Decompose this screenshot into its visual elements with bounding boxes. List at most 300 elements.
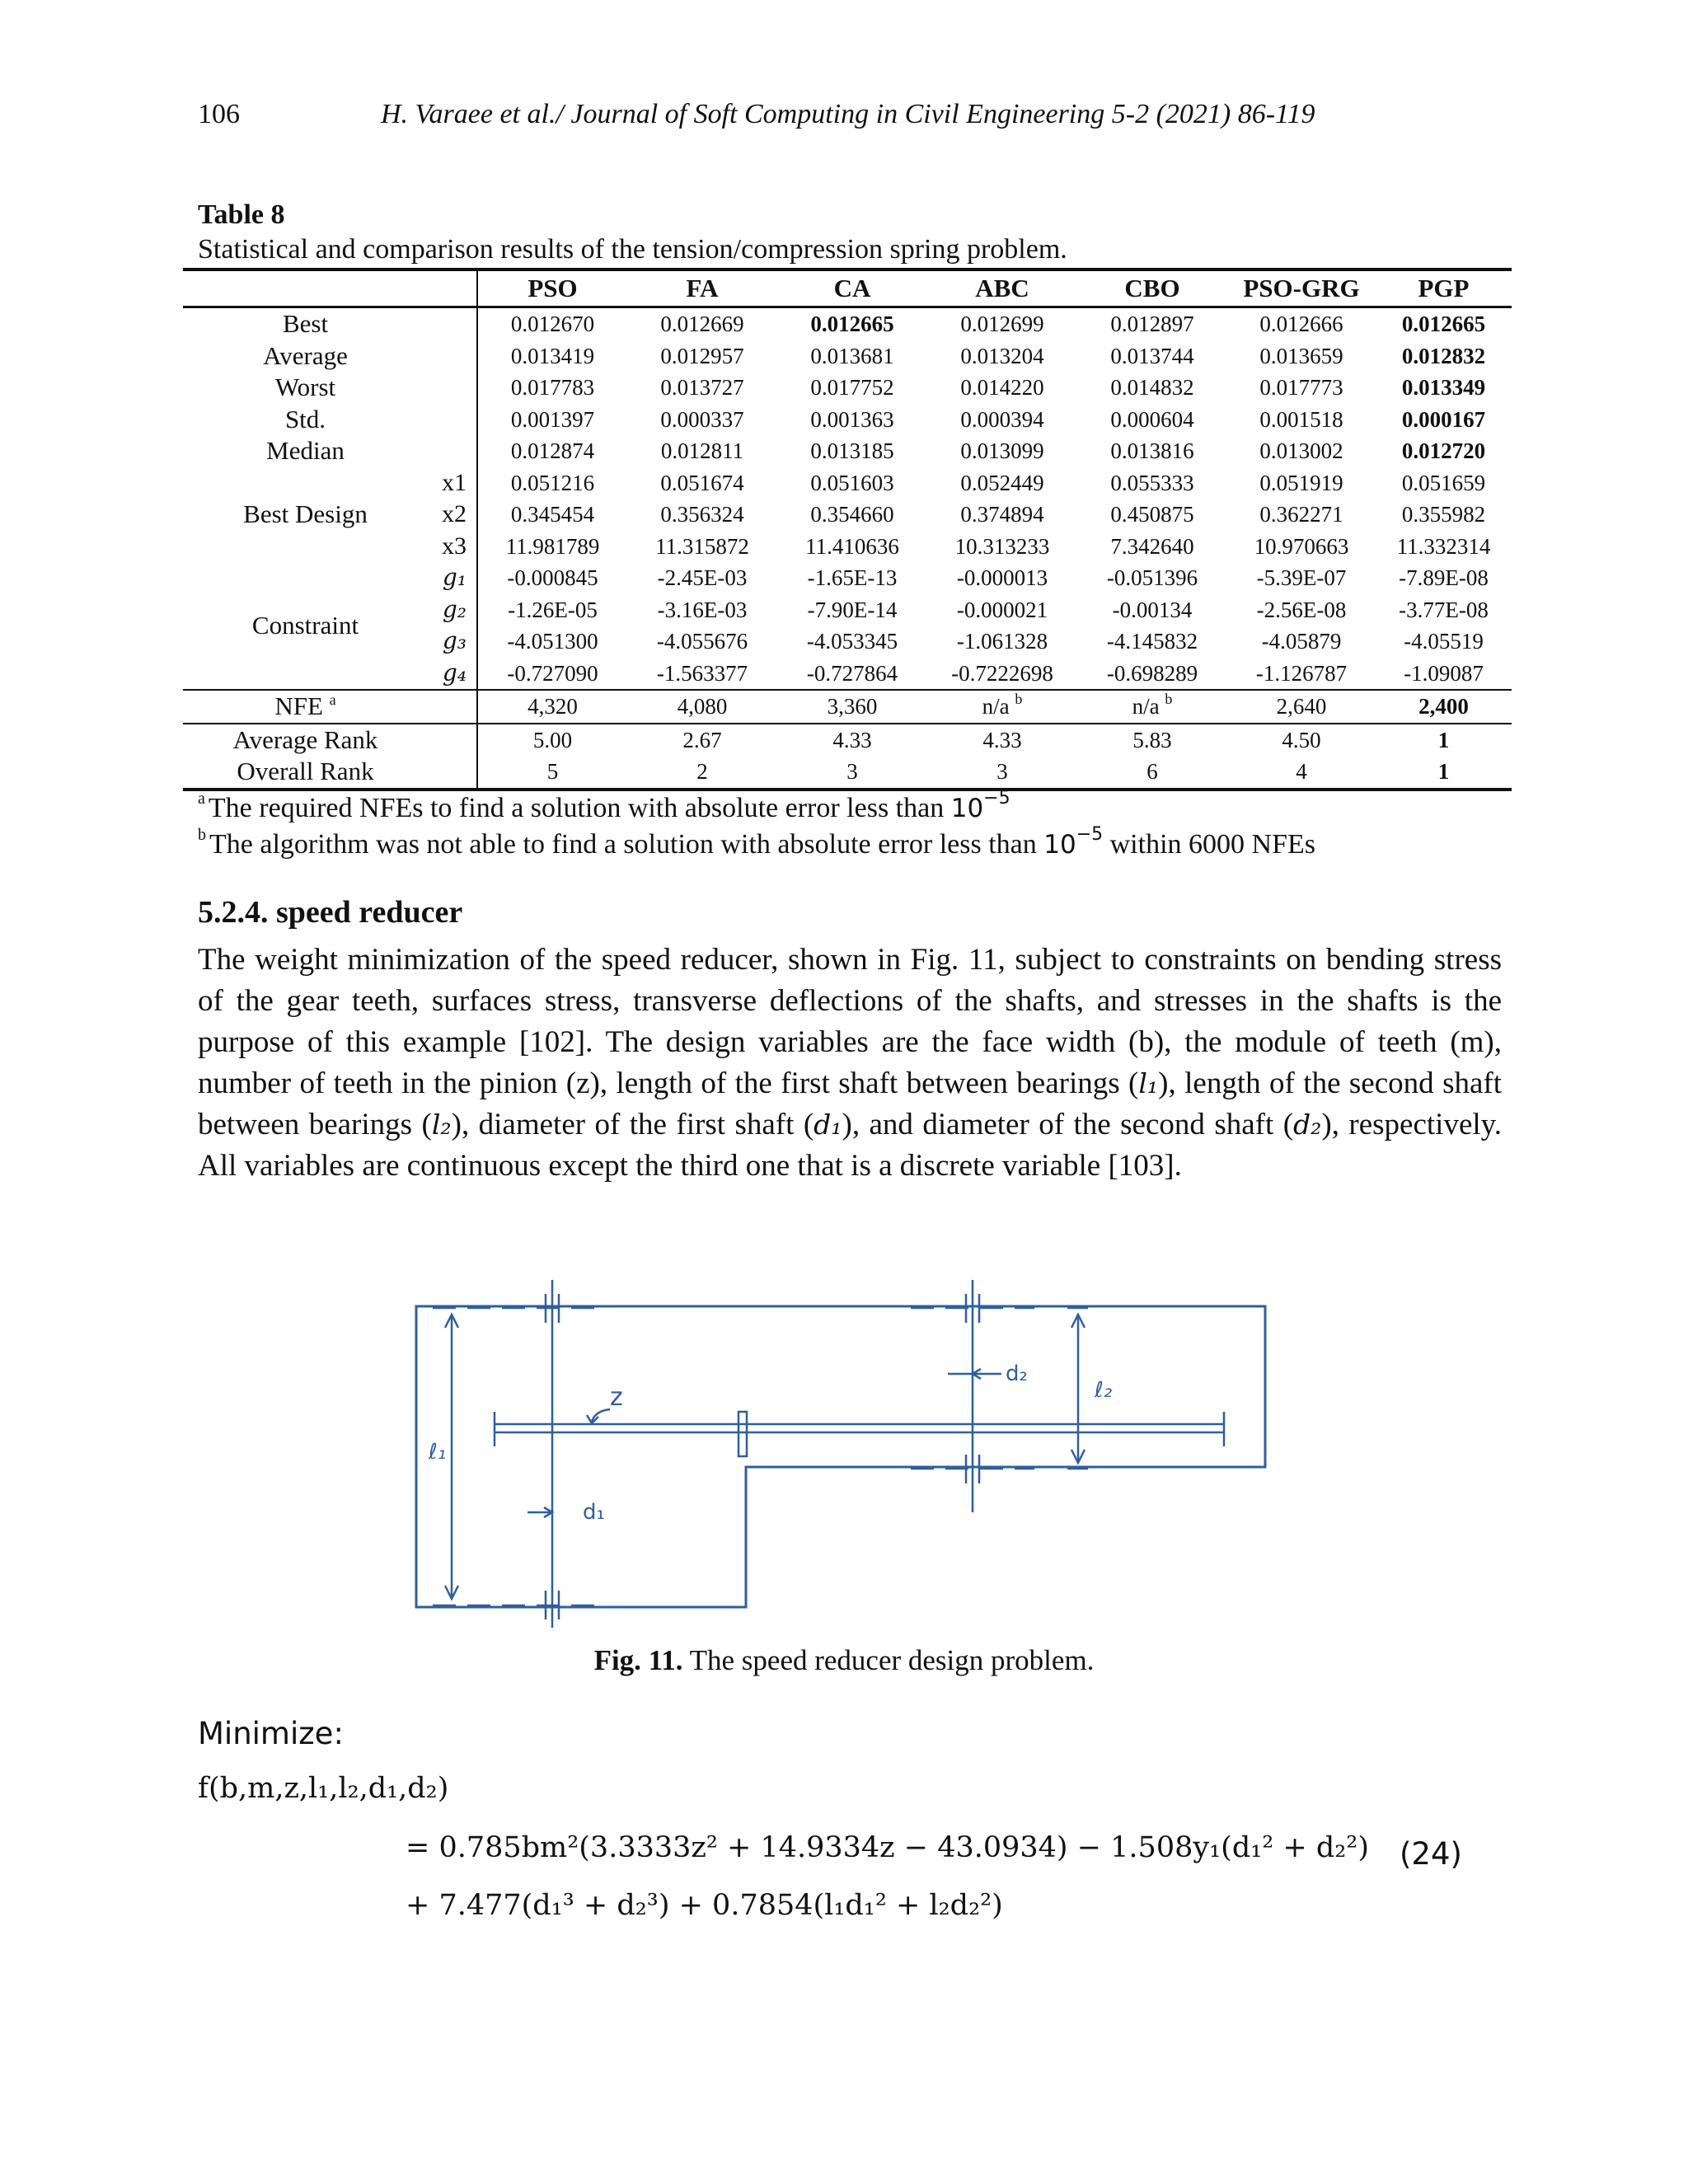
table-cell	[1077, 499, 1227, 531]
cell-value: 5	[546, 759, 559, 784]
equation-line-1: f(b,m,z,l₁,l₂,d₁,d₂)	[198, 1772, 449, 1805]
header-empty	[183, 269, 428, 307]
table-cell	[1376, 531, 1512, 563]
cell-value: 0.051603	[810, 470, 894, 495]
cell-value: 0.013744	[1110, 343, 1194, 368]
table-label: Table 8	[198, 199, 285, 230]
cell-value: -0.7222698	[951, 660, 1053, 686]
table-cell	[777, 690, 927, 724]
table-cell	[627, 724, 777, 757]
cell-value: 2,400	[1418, 694, 1469, 719]
cell-value: 0.012832	[1401, 343, 1486, 368]
cell-value: -4.05879	[1261, 629, 1342, 654]
table-cell	[927, 404, 1077, 436]
footnote-b-text: The algorithm was not able to find a solution with absolute error less than	[209, 829, 1044, 860]
table-cell	[777, 658, 927, 691]
cell-value: -4.051300	[507, 629, 598, 654]
footnote-mark: a	[329, 691, 336, 708]
cell-value: 0.012665	[810, 312, 894, 336]
table-cell	[627, 307, 777, 340]
row-sublabel: g₄	[428, 658, 477, 691]
table-cell	[777, 562, 927, 594]
table-cell	[777, 626, 927, 658]
table-cell	[1376, 724, 1512, 757]
footnote-b-mark: b	[198, 826, 206, 844]
cell-value: 0.001518	[1259, 406, 1343, 432]
section-heading: 5.2.4. speed reducer	[198, 895, 463, 930]
results-table	[183, 268, 1512, 791]
label-l2: ℓ₂	[1095, 1378, 1113, 1403]
table-cell	[1227, 372, 1376, 404]
row-label-text: NFE	[274, 691, 323, 720]
header-empty-sub	[428, 269, 477, 307]
cell-value: 3	[846, 759, 858, 784]
paragraph-text: ), diameter of the first shaft (	[451, 1108, 814, 1141]
cell-value: -3.16E-03	[657, 597, 748, 622]
table-cell	[777, 724, 927, 757]
cell-value: 0.014832	[1110, 375, 1194, 400]
table-cell	[477, 756, 627, 790]
table-cell	[1376, 658, 1512, 691]
paragraph-text: The weight minimization of the speed reducer, shown in Fig. 11, subject to constraints on bending stress of the gear teeth, surfaces stress, transverse deflections of the shafts, and stresses in the shafts is the purpose of this example [102]. The design variables are the face width (b), the module of teeth (m), number of teeth in the pinion (z), length of the first shaft between bearings (	[198, 943, 1502, 1100]
cell-value: -4.055676	[656, 629, 748, 654]
cell-value: 0.013099	[960, 438, 1044, 463]
cell-value: 0.000337	[660, 406, 744, 432]
cell-value: -0.000013	[956, 565, 1048, 590]
table-cell	[627, 435, 777, 467]
table-cell	[777, 307, 927, 340]
table-cell	[477, 340, 627, 373]
variable-l1: l₁	[1138, 1067, 1159, 1099]
table-row	[183, 562, 1512, 594]
row-sublabel: g₁	[428, 562, 477, 594]
table-cell	[1227, 531, 1376, 563]
table-cell	[927, 626, 1077, 658]
table-cell	[777, 756, 927, 790]
cell-value: 0.355982	[1401, 502, 1486, 527]
cell-value: 0.051674	[660, 470, 744, 495]
figure-caption-text: The speed reducer design problem.	[682, 1644, 1095, 1676]
cell-value: 4.33	[832, 727, 872, 752]
cell-value: 0.052449	[960, 470, 1044, 495]
table-cell	[777, 499, 927, 531]
cell-value: 4,080	[677, 694, 728, 719]
footnote-b-exp: −5	[1076, 824, 1104, 845]
row-label: Overall Rank	[237, 757, 374, 785]
footnote-a-mark: a	[198, 790, 205, 808]
cell-value: 0.000394	[960, 406, 1044, 432]
footnote-b	[198, 824, 1315, 860]
cell-value: 0.013816	[1110, 438, 1194, 463]
cell-value: 0.055333	[1110, 470, 1194, 495]
cell-value: -0.00134	[1112, 597, 1193, 622]
table-cell	[1376, 372, 1512, 404]
row-sublabel	[428, 307, 477, 340]
row-label: Average Rank	[183, 724, 428, 757]
table-cell	[1227, 404, 1376, 436]
cell-value: 0.362271	[1259, 502, 1343, 527]
table-cell	[1376, 499, 1512, 531]
table-cell	[927, 658, 1077, 691]
table-cell	[777, 531, 927, 563]
table-cell	[1376, 435, 1512, 467]
cell-value: 0.013349	[1401, 375, 1486, 400]
table-cell	[1227, 724, 1376, 757]
cell-value: 4,320	[528, 694, 578, 719]
table-cell	[1077, 724, 1227, 757]
cell-value: 11.315872	[655, 533, 749, 559]
cell-value: 0.356324	[660, 502, 744, 527]
variable-l2: l₂	[431, 1108, 452, 1141]
cell-value: 0.017783	[510, 375, 595, 400]
row-sublabel	[428, 756, 477, 790]
cell-value: -4.145832	[1106, 629, 1198, 654]
equation-number: (24)	[1400, 1836, 1462, 1872]
table-cell	[477, 531, 627, 563]
footnote-mark: b	[1015, 691, 1023, 707]
table-cell	[1077, 372, 1227, 404]
footnote-b-tail: within 6000 NFEs	[1103, 829, 1315, 860]
cell-value: -0.000021	[956, 597, 1048, 622]
column-header: FA	[627, 269, 777, 307]
cell-value: 0.001397	[510, 406, 595, 432]
table-cell	[1227, 340, 1376, 373]
equation-line-2: = 0.785bm²(3.3333z² + 14.9334z − 43.0934) − 1.508y₁(d₁² + d₂²)	[406, 1831, 1369, 1864]
table-cell	[927, 594, 1077, 626]
cell-value: 0.012699	[960, 312, 1044, 336]
cell-value: 0.013002	[1259, 438, 1343, 463]
cell-value: 0.013185	[810, 438, 894, 463]
table-cell	[1077, 435, 1227, 467]
footnote-a-exp: −5	[983, 788, 1010, 808]
label-l1: ℓ₁	[429, 1440, 447, 1465]
cell-value: -1.563377	[656, 660, 748, 686]
table-cell	[627, 467, 777, 499]
table-cell	[1227, 435, 1376, 467]
row-group-label: Constraint	[251, 610, 359, 640]
table-cell	[777, 435, 927, 467]
cell-value: 1	[1437, 759, 1450, 784]
cell-value: 4.50	[1282, 727, 1321, 752]
table-cell	[627, 340, 777, 373]
coupling	[738, 1412, 747, 1456]
cell-value: 6	[1146, 759, 1158, 784]
cell-value: 2,640	[1276, 694, 1327, 719]
table-cell	[927, 690, 1077, 724]
paragraph-text: ), length of the second shaft between bearings (	[198, 1066, 1502, 1141]
table-cell	[927, 340, 1077, 373]
row-sublabel	[428, 435, 477, 467]
cell-value: 0.012811	[660, 438, 744, 463]
column-header: PGP	[1376, 269, 1512, 307]
table-row	[183, 756, 1512, 790]
label-d2: d₂	[1006, 1361, 1028, 1386]
table-cell	[477, 307, 627, 340]
cell-value: -1.09087	[1404, 660, 1484, 686]
table-cell	[1077, 626, 1227, 658]
table-row	[183, 404, 1512, 436]
row-sublabel: g₂	[428, 594, 477, 626]
table-cell	[927, 756, 1077, 790]
row-sublabel: x2	[428, 499, 477, 531]
cell-value: 0.013419	[510, 343, 595, 368]
cell-value: 11.981789	[505, 533, 600, 559]
cell-value: 11.410636	[805, 533, 899, 559]
row-label	[183, 690, 428, 724]
cell-value: 11.332314	[1396, 533, 1491, 559]
table-cell	[477, 372, 627, 404]
column-header: CBO	[1077, 269, 1227, 307]
cell-value: 0.012665	[1401, 312, 1486, 336]
cell-value: 0.012666	[1259, 312, 1343, 336]
table-cell	[477, 404, 627, 436]
footnote-b-base: 10	[1043, 830, 1076, 860]
table-cell	[627, 594, 777, 626]
housing-outline	[416, 1306, 1265, 1607]
cell-value: -1.65E-13	[807, 565, 898, 590]
cell-value: 0.012957	[660, 343, 744, 368]
table-cell	[627, 690, 777, 724]
table-cell	[477, 626, 627, 658]
cell-value: 0.051659	[1401, 470, 1486, 495]
row-sublabel: x1	[428, 467, 477, 499]
row-label: Best	[282, 309, 329, 338]
table-row	[183, 467, 1512, 499]
table-cell	[1227, 467, 1376, 499]
cell-value: 2	[696, 759, 708, 784]
table-cell	[927, 724, 1077, 757]
column-header: PSO	[477, 269, 627, 307]
table-cell	[1376, 340, 1512, 373]
footnote-a-text: The required NFEs to find a solution with absolute error less than	[208, 793, 951, 823]
table-cell	[1376, 307, 1512, 340]
cell-value: 5.83	[1132, 727, 1172, 752]
table-cell	[927, 531, 1077, 563]
cell-value: -7.89E-08	[1399, 565, 1489, 590]
cell-value: -0.727090	[507, 660, 598, 686]
body-paragraph	[198, 940, 1502, 1187]
footnote-a-base: 10	[950, 794, 984, 823]
cell-value: -1.26E-05	[508, 597, 598, 622]
row-label: Median	[266, 436, 345, 465]
minimize-label: Minimize:	[198, 1716, 344, 1751]
table-row	[183, 340, 1512, 373]
table-cell	[777, 340, 927, 373]
table-cell	[1227, 756, 1376, 790]
row-sublabel: x3	[428, 531, 477, 563]
cell-value: 3,360	[827, 694, 878, 719]
table-cell	[1077, 404, 1227, 436]
figure-caption-label: Fig. 11.	[593, 1644, 683, 1676]
table-cell	[927, 435, 1077, 467]
cell-value: -0.698289	[1106, 660, 1198, 686]
cell-value: 10.970663	[1254, 533, 1349, 559]
cell-value: 0.051216	[510, 470, 595, 495]
table-cell	[477, 658, 627, 691]
cell-value: 0.450875	[1110, 502, 1194, 527]
cell-value: 2.67	[682, 727, 722, 752]
table-cell	[627, 562, 777, 594]
table-body	[183, 307, 1512, 790]
running-header: H. Varaee et al./ Journal of Soft Computing in Civil Engineering 5-2 (2021) 86-119	[381, 99, 1315, 129]
row-sublabel	[428, 724, 477, 757]
cell-value: -2.45E-03	[657, 565, 748, 590]
table-cell	[1227, 307, 1376, 340]
table-cell	[777, 594, 927, 626]
table-cell	[477, 690, 627, 724]
table-cell	[927, 467, 1077, 499]
table-caption: Statistical and comparison results of the tension/compression spring problem.	[198, 234, 1067, 265]
cell-value: 5.00	[532, 727, 573, 752]
cell-value: 0.012720	[1401, 438, 1486, 463]
table-cell	[1376, 594, 1512, 626]
table-row	[183, 690, 1512, 724]
equation-line-3: + 7.477(d₁³ + d₂³) + 0.7854(l₁d₁² + l₂d₂²)	[406, 1889, 1003, 1922]
footnote-a	[198, 788, 1010, 824]
table-cell	[1376, 756, 1512, 790]
paragraph-text: ), respectively. All variables are continuous except the third one that is a discrete variable [103].	[198, 1108, 1502, 1183]
table-cell	[1077, 531, 1227, 563]
row-label: Worst	[274, 373, 336, 401]
table-cell	[777, 372, 927, 404]
table-row	[183, 724, 1512, 757]
column-header: PSO-GRG	[1227, 269, 1376, 307]
cell-value: 0.354660	[810, 502, 894, 527]
cell-value: 0.013727	[660, 375, 744, 400]
table-cell	[477, 499, 627, 531]
column-header: CA	[777, 269, 927, 307]
table-cell	[1227, 562, 1376, 594]
cell-value: n/a	[982, 694, 1010, 719]
cell-value: 10.313233	[954, 533, 1050, 559]
row-label: Average	[263, 340, 348, 370]
table-cell	[1227, 594, 1376, 626]
table-cell	[477, 562, 627, 594]
cell-value: 0.012874	[510, 438, 595, 463]
cell-value: -3.77E-08	[1399, 597, 1489, 622]
table-cell	[627, 531, 777, 563]
table-header-row	[183, 269, 1512, 307]
table-cell	[1227, 658, 1376, 691]
label-d1: d₁	[583, 1500, 605, 1525]
cell-value: 0.013204	[960, 343, 1044, 368]
table-cell	[1077, 340, 1227, 373]
cell-value: -7.90E-14	[807, 597, 898, 622]
cell-value: -1.126787	[1255, 660, 1348, 686]
table-cell	[777, 404, 927, 436]
cell-value: 0.013659	[1259, 343, 1343, 368]
cell-value: 0.014220	[960, 375, 1044, 400]
table-cell	[1077, 756, 1227, 790]
cell-value: -2.56E-08	[1256, 597, 1347, 622]
table-cell	[927, 372, 1077, 404]
cell-value: 0.017773	[1259, 375, 1343, 400]
table-cell	[1376, 467, 1512, 499]
cell-value: 0.013681	[810, 343, 894, 368]
table-cell	[927, 499, 1077, 531]
table-cell	[627, 372, 777, 404]
row-sublabel	[428, 340, 477, 373]
cell-value: 0.001363	[810, 406, 894, 432]
table-cell	[1376, 404, 1512, 436]
footnote-mark: b	[1165, 691, 1173, 707]
variable-d2: d₂	[1293, 1108, 1322, 1141]
row-group-label: Best Design	[243, 499, 368, 528]
cell-value: 0.012897	[1110, 312, 1194, 336]
table-cell	[477, 724, 627, 757]
cell-value: n/a	[1132, 694, 1160, 719]
table-row	[183, 307, 1512, 340]
table-cell	[927, 307, 1077, 340]
cell-value: 4	[1296, 759, 1307, 784]
cell-value: 0.374894	[960, 502, 1044, 527]
cell-value: 0.012670	[510, 312, 595, 336]
cell-value: -0.000845	[507, 565, 598, 590]
speed-reducer-figure	[412, 1265, 1269, 1628]
table-cell	[1376, 626, 1512, 658]
table-cell	[1077, 658, 1227, 691]
table-cell	[1077, 467, 1227, 499]
table-cell	[627, 499, 777, 531]
table-cell	[927, 562, 1077, 594]
table-row	[183, 372, 1512, 404]
cell-value: 7.342640	[1110, 533, 1194, 559]
table-cell	[477, 594, 627, 626]
cell-value: 0.000604	[1110, 406, 1194, 432]
column-header: ABC	[927, 269, 1077, 307]
cell-value: 1	[1437, 727, 1450, 752]
cell-value: -1.061328	[956, 629, 1048, 654]
cell-value: -0.051396	[1106, 565, 1198, 590]
table-cell	[627, 404, 777, 436]
cell-value: -4.053345	[806, 629, 898, 654]
cell-value: 0.051919	[1259, 470, 1343, 495]
cell-value: -4.05519	[1404, 629, 1484, 654]
table-cell	[627, 626, 777, 658]
table-cell	[1077, 690, 1227, 724]
paragraph-text: ), and diameter of the second shaft (	[842, 1108, 1294, 1141]
cell-value: 0.017752	[810, 375, 894, 400]
table-cell	[1077, 562, 1227, 594]
row-sublabel	[428, 690, 477, 724]
table-cell	[627, 756, 777, 790]
table-cell	[1227, 499, 1376, 531]
cell-value: 4.33	[982, 727, 1022, 752]
table-cell	[477, 435, 627, 467]
cell-value: 3	[996, 759, 1008, 784]
table-cell	[1077, 594, 1227, 626]
cell-value: 0.000167	[1401, 406, 1486, 432]
table-cell	[1227, 626, 1376, 658]
cell-value: -5.39E-07	[1256, 565, 1347, 590]
page-number: 106	[198, 99, 240, 129]
table-cell	[1227, 690, 1376, 724]
figure-caption	[0, 1644, 1688, 1677]
row-sublabel	[428, 372, 477, 404]
table-cell	[477, 467, 627, 499]
row-label: Std.	[284, 404, 326, 434]
table-row	[183, 435, 1512, 467]
variable-d1: d₁	[814, 1108, 842, 1141]
cell-value: -0.727864	[806, 660, 898, 686]
row-sublabel: g₃	[428, 626, 477, 658]
cell-value: 0.345454	[510, 502, 595, 527]
table-cell	[1376, 562, 1512, 594]
table-cell	[1077, 307, 1227, 340]
table-cell	[627, 658, 777, 691]
label-z: z	[610, 1383, 623, 1412]
row-sublabel	[428, 404, 477, 436]
